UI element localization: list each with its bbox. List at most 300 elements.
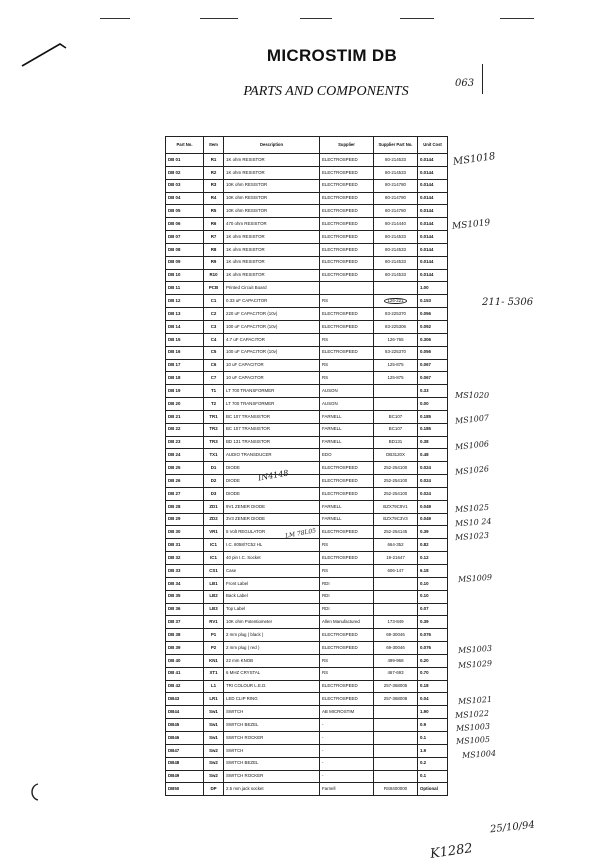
cell-part-no: DB 13 (166, 308, 204, 321)
cell-item: R1 (204, 154, 224, 167)
cell-supplier: Allen Manufactured (320, 616, 374, 629)
cell-item: C3 (204, 320, 224, 333)
cell-item: Sw2 (204, 744, 224, 757)
table-row (166, 642, 448, 655)
cell-supplier-part-no: 173-849 (374, 616, 418, 629)
cell-supplier-part-no (374, 295, 418, 308)
cell-unit-cost: 0.82 (418, 539, 448, 552)
cell-unit-cost: 0.39 (418, 616, 448, 629)
cell-item: R6 (204, 218, 224, 231)
cell-description: Front Label (224, 577, 320, 590)
cell-item: CS1 (204, 565, 224, 578)
cell-supplier: RS (320, 359, 374, 372)
cell-unit-cost: 0.076 (418, 642, 448, 655)
cell-description: BC 107 TRANSISTOR (224, 423, 320, 436)
cell-item: C4 (204, 333, 224, 346)
cell-part-no: DB 31 (166, 539, 204, 552)
cell-description: 10K ohm RESISTOR (224, 192, 320, 205)
table-header-row (166, 137, 448, 154)
circled-part-number: 126-221 (384, 298, 406, 304)
cell-unit-cost: 0.38 (418, 436, 448, 449)
cell-item: C5 (204, 346, 224, 359)
cell-supplier-part-no: 69-30046 (374, 642, 418, 655)
cell-description: SWITCH (224, 706, 320, 719)
cell-supplier-part-no: BZX79C9V1 (374, 500, 418, 513)
cell-item: Sw1 (204, 719, 224, 732)
cell-description: 9V1 ZENER DIODE (224, 500, 320, 513)
table-row (166, 410, 448, 423)
cell-supplier-part-no: RS8400000 (374, 783, 418, 796)
cell-part-no: DB 29 (166, 513, 204, 526)
note-ms1003: MS1003 (457, 643, 493, 656)
table-row (166, 398, 448, 411)
cell-unit-cost: 0.33 (418, 385, 448, 398)
cell-supplier-part-no (374, 577, 418, 590)
cell-supplier-part-no: 467-693 (374, 667, 418, 680)
cell-supplier: RS (320, 539, 374, 552)
cell-part-no: DB 30 (166, 526, 204, 539)
cell-supplier: ELECTROSPEED (320, 192, 374, 205)
cell-supplier-part-no: BZX79C3V3 (374, 513, 418, 526)
cell-description: 22 mm KNOB (224, 654, 320, 667)
cell-item: R8 (204, 243, 224, 256)
cell-part-no: DB44 (166, 706, 204, 719)
cell-item: TX1 (204, 449, 224, 462)
table-row (166, 667, 448, 680)
cell-supplier: - (320, 770, 374, 783)
cell-supplier-part-no: 80-214533 (374, 231, 418, 244)
cell-unit-cost: 0.056 (418, 346, 448, 359)
cell-description: DIODE (224, 462, 320, 475)
cell-supplier-part-no: 80-214780 (374, 192, 418, 205)
note-ref-211: 211- 5306 (482, 297, 534, 308)
cell-item: IC1 (204, 539, 224, 552)
signature: K1282 (429, 841, 474, 862)
cell-item: TR1 (204, 410, 224, 423)
cell-item: ZD1 (204, 500, 224, 513)
cell-supplier: RS (320, 565, 374, 578)
cell-description: SWITCH ROCKER (224, 731, 320, 744)
cell-supplier: ELECTROSPEED (320, 526, 374, 539)
cell-unit-cost: 0.9 (418, 719, 448, 732)
cell-supplier-part-no: 83-225306 (374, 320, 418, 333)
cell-description: 6 MHZ CRYSTAL (224, 667, 320, 680)
cell-description: 5 Volt REGULATOR (224, 526, 320, 539)
cell-description: 1K ohm RESISTOR (224, 269, 320, 282)
cell-unit-cost: 0.0144 (418, 256, 448, 269)
cell-description: 1K ohm RESISTOR (224, 154, 320, 167)
cell-supplier: ELECTROSPEED (320, 166, 374, 179)
table-row (166, 282, 448, 295)
cell-supplier-part-no: BC107 (374, 410, 418, 423)
cell-description: Case (224, 565, 320, 578)
cell-supplier: - (320, 757, 374, 770)
cell-description: 1K ohm RESISTOR (224, 166, 320, 179)
cell-part-no: DB 01 (166, 154, 204, 167)
cell-supplier-part-no (374, 282, 418, 295)
cell-part-no: DB 11 (166, 282, 204, 295)
cell-description: 10K ohm RESISTOR (224, 205, 320, 218)
cell-supplier-part-no: 83-225370 (374, 308, 418, 321)
header-rule-1 (100, 18, 130, 19)
cell-item: C7 (204, 372, 224, 385)
cell-part-no: DB 06 (166, 218, 204, 231)
header-rule-3 (300, 18, 332, 19)
note-in4148: IN4148 (257, 468, 290, 483)
cell-description: SWITCH BEZEL (224, 757, 320, 770)
cell-part-no: DB 10 (166, 269, 204, 282)
cell-description: Back Label (224, 590, 320, 603)
cell-item: LB2 (204, 590, 224, 603)
table-row (166, 603, 448, 616)
table-row (166, 487, 448, 500)
cell-item: P1 (204, 629, 224, 642)
cell-part-no: DB 26 (166, 475, 204, 488)
table-row (166, 731, 448, 744)
cell-unit-cost: 0.18 (418, 680, 448, 693)
cell-description: BD 131 TRANSISTOR (224, 436, 320, 449)
cell-supplier-part-no: 80-214780 (374, 205, 418, 218)
cell-item: TR3 (204, 436, 224, 449)
table-row (166, 629, 448, 642)
table-row (166, 179, 448, 192)
cell-supplier-part-no: 80-214440 (374, 218, 418, 231)
cell-item: C6 (204, 359, 224, 372)
cell-description: 40 pin I.C. Socket (224, 552, 320, 565)
cell-supplier-part-no: 252-254100 (374, 475, 418, 488)
cell-part-no: DB48 (166, 757, 204, 770)
cell-unit-cost: 0.049 (418, 500, 448, 513)
cell-description: 10 uF CAPACITOR (224, 372, 320, 385)
bottom-left-mark (28, 782, 42, 802)
note-ms1025: MS1025 (454, 502, 490, 515)
cell-unit-cost: 1.90 (418, 706, 448, 719)
page-title: MICROSTIM DB (266, 46, 398, 65)
parts-table-body (166, 154, 448, 796)
header-rule-4 (400, 18, 434, 19)
cell-part-no: DB 24 (166, 449, 204, 462)
column-header-unit-cost: Unit Cost (418, 137, 448, 154)
cell-supplier: EDO (320, 449, 374, 462)
cell-supplier: FARNELL (320, 410, 374, 423)
cell-description: 0.33 uF CAPACITOR (224, 295, 320, 308)
table-row (166, 218, 448, 231)
cell-supplier-part-no: 257-368008 (374, 693, 418, 706)
cell-supplier-part-no: 252-254100 (374, 487, 418, 500)
note-ms1021: MS1021 (457, 694, 493, 707)
cell-supplier: RS (320, 372, 374, 385)
table-row (166, 436, 448, 449)
table-row (166, 475, 448, 488)
cell-item: PCB (204, 282, 224, 295)
cell-item: XT1 (204, 667, 224, 680)
cell-part-no: DB 36 (166, 603, 204, 616)
cell-part-no: DB47 (166, 744, 204, 757)
note-ms1024: MS10 24 (454, 516, 492, 529)
column-header-item: Item (204, 137, 224, 154)
cell-unit-cost: 0.0144 (418, 154, 448, 167)
cell-supplier-part-no: 83-225370 (374, 346, 418, 359)
cell-supplier: ELECTROSPEED (320, 475, 374, 488)
cell-supplier-part-no: BC107 (374, 423, 418, 436)
cell-supplier-part-no: 252-254100 (374, 462, 418, 475)
cell-supplier: FARNELL (320, 513, 374, 526)
cell-part-no: DB49 (166, 770, 204, 783)
cell-part-no: DB 28 (166, 500, 204, 513)
cell-item: R2 (204, 166, 224, 179)
cell-part-no: DB 15 (166, 333, 204, 346)
table-row (166, 359, 448, 372)
table-row (166, 693, 448, 706)
cell-item: DP (204, 783, 224, 796)
cell-description: DIODE (224, 475, 320, 488)
table-row (166, 577, 448, 590)
table-row (166, 539, 448, 552)
cell-unit-cost: 0.306 (418, 333, 448, 346)
cell-item: Sw2 (204, 770, 224, 783)
cell-supplier: AB MICROSTIM (320, 706, 374, 719)
cell-supplier-part-no: 252-254145 (374, 526, 418, 539)
cell-item: C1 (204, 295, 224, 308)
cell-part-no: DB 32 (166, 552, 204, 565)
cell-supplier-part-no (374, 398, 418, 411)
table-row (166, 719, 448, 732)
cell-part-no: DB 27 (166, 487, 204, 500)
cell-supplier: FARNELL (320, 423, 374, 436)
cell-item: R3 (204, 179, 224, 192)
cell-supplier: ELECTROSPEED (320, 552, 374, 565)
table-row (166, 744, 448, 757)
note-ms1009: MS1009 (457, 572, 493, 585)
cell-item: LB3 (204, 603, 224, 616)
cell-unit-cost: 0.0144 (418, 166, 448, 179)
cell-description: 10K ohm Potentiometer (224, 616, 320, 629)
cell-description: 1K ohm RESISTOR (224, 256, 320, 269)
cell-part-no: DB 20 (166, 398, 204, 411)
note-ms1004: MS1004 (461, 748, 497, 761)
cell-supplier: ELECTROSPEED (320, 308, 374, 321)
cell-supplier-part-no: 606-147 (374, 565, 418, 578)
cell-part-no: DB 25 (166, 462, 204, 475)
page-mark: 063 (455, 78, 475, 89)
cell-item: D1 (204, 462, 224, 475)
cell-unit-cost: Optional (418, 783, 448, 796)
note-ms1023: MS1023 (454, 530, 490, 543)
cell-supplier: - (320, 731, 374, 744)
cell-unit-cost: 0.076 (418, 629, 448, 642)
cell-supplier: AUSON (320, 398, 374, 411)
cell-supplier-part-no: 664-352 (374, 539, 418, 552)
cell-unit-cost: 0.024 (418, 487, 448, 500)
cell-item: D3 (204, 487, 224, 500)
note-ms1003b: MS1003 (455, 721, 491, 734)
cell-item: Sw1 (204, 731, 224, 744)
cell-description: BC 107 TRANSISTOR (224, 410, 320, 423)
cell-supplier: ELECTROSPEED (320, 205, 374, 218)
cell-supplier: RDI (320, 590, 374, 603)
table-row (166, 513, 448, 526)
cell-item: R10 (204, 269, 224, 282)
cell-supplier: ELECTROSPEED (320, 269, 374, 282)
cell-description: 470 ohm RESISTOR (224, 218, 320, 231)
cell-part-no: DB 35 (166, 590, 204, 603)
table-row (166, 757, 448, 770)
cell-item: IC1 (204, 552, 224, 565)
date-note: 25/10/94 (489, 819, 536, 836)
table-row (166, 320, 448, 333)
cell-description: SWITCH BEZEL (224, 719, 320, 732)
cell-item: R5 (204, 205, 224, 218)
column-header-supplier-part-no: Supplier Part No. (374, 137, 418, 154)
cell-part-no: DB 05 (166, 205, 204, 218)
cell-supplier-part-no (374, 770, 418, 783)
cell-description: 4.7 uF CAPACITOR (224, 333, 320, 346)
cell-part-no: DB 08 (166, 243, 204, 256)
cell-item: ZD2 (204, 513, 224, 526)
cell-unit-cost: 0.024 (418, 475, 448, 488)
cell-unit-cost: 0.2 (418, 757, 448, 770)
note-ms1007: MS1007 (454, 413, 490, 426)
cell-unit-cost: 0.0144 (418, 231, 448, 244)
cell-unit-cost: 0.049 (418, 513, 448, 526)
cell-supplier: FARNELL (320, 436, 374, 449)
table-row (166, 500, 448, 513)
cell-supplier-part-no: 80-214533 (374, 243, 418, 256)
cell-unit-cost: 0.0144 (418, 192, 448, 205)
cell-description: Printed Circuit Board (224, 282, 320, 295)
cell-unit-cost: 0.185 (418, 410, 448, 423)
cell-part-no: DB 40 (166, 654, 204, 667)
cell-supplier: ELECTROSPEED (320, 320, 374, 333)
cell-unit-cost: 0.067 (418, 359, 448, 372)
cell-unit-cost: 0.0144 (418, 205, 448, 218)
cell-description: 1K ohm RESISTOR (224, 243, 320, 256)
cell-part-no: DB 17 (166, 359, 204, 372)
parts-table (165, 136, 448, 796)
cell-part-no: DB 33 (166, 565, 204, 578)
cell-description: SWITCH (224, 744, 320, 757)
cell-part-no: DB 22 (166, 423, 204, 436)
table-row (166, 590, 448, 603)
cell-unit-cost: 0.70 (418, 667, 448, 680)
cell-supplier-part-no: 499-968 (374, 654, 418, 667)
cell-description: 2 mm plug ( black ) (224, 629, 320, 642)
page-subtitle: PARTS AND COMPONENTS (243, 84, 409, 99)
table-row (166, 231, 448, 244)
cell-supplier-part-no (374, 744, 418, 757)
cell-part-no: DB 21 (166, 410, 204, 423)
cell-supplier: ELECTROSPEED (320, 693, 374, 706)
cell-unit-cost: 0.04 (418, 693, 448, 706)
cell-item: LB1 (204, 577, 224, 590)
cell-unit-cost: 0.056 (418, 308, 448, 321)
cell-item: P2 (204, 642, 224, 655)
cell-description: TRI COLOUR L.E.D. (224, 680, 320, 693)
table-row (166, 423, 448, 436)
table-row (166, 308, 448, 321)
table-row (166, 783, 448, 796)
cell-supplier-part-no: 126-765 (374, 333, 418, 346)
cell-description: 220 uF CAPACITOR (10v) (224, 308, 320, 321)
cell-unit-cost: 0.12 (418, 552, 448, 565)
table-row (166, 385, 448, 398)
table-row (166, 372, 448, 385)
header-rule-5 (500, 18, 534, 19)
table-row (166, 616, 448, 629)
cell-unit-cost: 0.0144 (418, 218, 448, 231)
cell-supplier: RS (320, 333, 374, 346)
cell-supplier: RS (320, 295, 374, 308)
table-row (166, 449, 448, 462)
table-row (166, 295, 448, 308)
cell-supplier-part-no (374, 590, 418, 603)
note-ms1026: MS1026 (454, 464, 490, 477)
cell-supplier-part-no: 69-30046 (374, 629, 418, 642)
note-ms1029: MS1029 (457, 658, 493, 671)
table-row (166, 154, 448, 167)
cell-description: SWITCH ROCKER (224, 770, 320, 783)
table-row (166, 205, 448, 218)
cell-unit-cost: 1.00 (418, 282, 448, 295)
cell-item: R9 (204, 256, 224, 269)
cell-unit-cost: 0.0144 (418, 243, 448, 256)
cell-supplier-part-no (374, 706, 418, 719)
cell-supplier: ELECTROSPEED (320, 642, 374, 655)
note-ms1018: MS1018 (452, 151, 497, 168)
column-header-supplier: Supplier (320, 137, 374, 154)
cell-supplier: ELECTROSPEED (320, 154, 374, 167)
cell-description: 2 mm plug ( red ) (224, 642, 320, 655)
cell-description: Top Label (224, 603, 320, 616)
cell-supplier-part-no: 125-875 (374, 359, 418, 372)
cell-unit-cost: 0.092 (418, 320, 448, 333)
cell-supplier: ELECTROSPEED (320, 256, 374, 269)
table-row (166, 346, 448, 359)
cell-supplier-part-no (374, 385, 418, 398)
cell-supplier: RS (320, 654, 374, 667)
cell-supplier-part-no (374, 603, 418, 616)
cell-supplier-part-no: 257-368005 (374, 680, 418, 693)
cell-part-no: DB 12 (166, 295, 204, 308)
cell-item: Sw2 (204, 757, 224, 770)
table-row (166, 256, 448, 269)
cell-unit-cost: 0.10 (418, 590, 448, 603)
note-ms1022: MS1022 (454, 708, 490, 721)
cell-supplier: Farnell (320, 783, 374, 796)
cell-supplier: RS (320, 667, 374, 680)
cell-item: T2 (204, 398, 224, 411)
cell-supplier: ELECTROSPEED (320, 243, 374, 256)
cell-item: VR1 (204, 526, 224, 539)
cell-unit-cost: 0.07 (418, 603, 448, 616)
cell-supplier-part-no: 80-214533 (374, 269, 418, 282)
cell-part-no: DB 39 (166, 642, 204, 655)
cell-description: 100 uF CAPACITOR (10v) (224, 346, 320, 359)
cell-part-no: DB 14 (166, 320, 204, 333)
cell-part-no: DB 34 (166, 577, 204, 590)
cell-description: LED CLIP RING (224, 693, 320, 706)
table-row (166, 552, 448, 565)
header-rule-2 (200, 18, 238, 19)
cell-unit-cost: 1.9 (418, 744, 448, 757)
cell-supplier: FARNELL (320, 500, 374, 513)
cell-item: T1 (204, 385, 224, 398)
cell-item: Sw1 (204, 706, 224, 719)
cell-item: LR1 (204, 693, 224, 706)
table-row (166, 462, 448, 475)
table-row (166, 333, 448, 346)
cell-description: LT 700 TRANSFORMER (224, 385, 320, 398)
